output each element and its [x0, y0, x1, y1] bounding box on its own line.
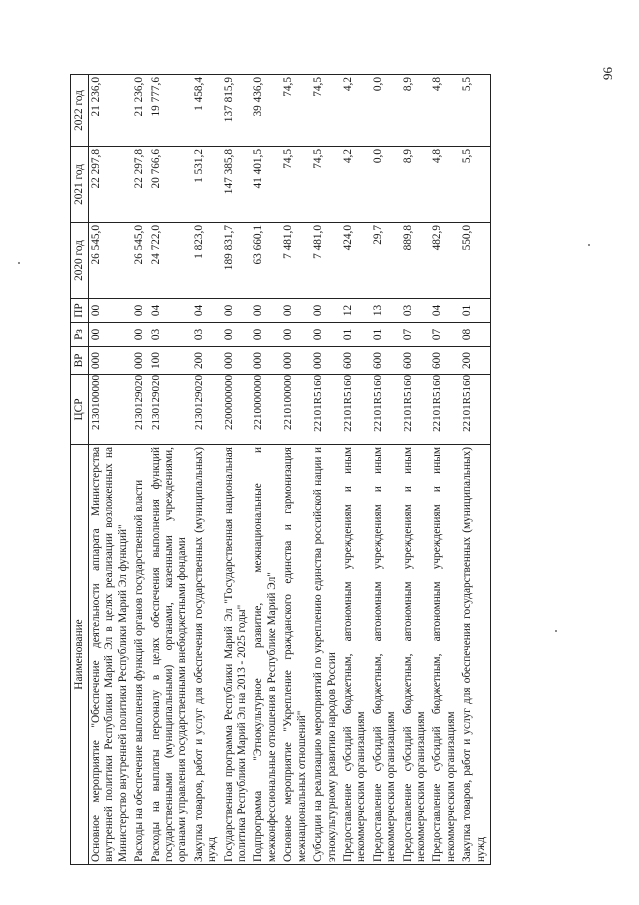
row-name: Подпрограмма "Этнокультурное развитие, межнациональные и межконфессиональные отношения в Республике Марий Эл": [251, 445, 281, 865]
row-pr: 03: [401, 299, 431, 323]
row-2022: 39 436,0: [251, 75, 281, 147]
budget-table-container: [70, 75, 530, 865]
row-vr: 600: [341, 347, 371, 375]
row-rz: 00: [222, 323, 252, 347]
row-name: Субсидии на реализацию мероприятий по укреплению единства российской нации и этнокультурному развитию народов России: [311, 445, 341, 865]
row-2020: 24 722,0: [149, 223, 192, 299]
row-rz: 08: [460, 323, 490, 347]
table-body: [89, 75, 491, 865]
row-pr: 00: [132, 299, 148, 323]
row-rz: 00: [281, 323, 311, 347]
table-row: [192, 75, 222, 865]
row-2022: 4,2: [341, 75, 371, 147]
budget-table: [70, 74, 491, 865]
table-row: [401, 75, 431, 865]
row-2020: 550,0: [460, 223, 490, 299]
row-2021: 74,5: [281, 147, 311, 223]
table-row: [430, 75, 460, 865]
row-2021: 22 297,8: [132, 147, 148, 223]
row-csr: 22101R5160: [460, 375, 490, 445]
table-row: [281, 75, 311, 865]
row-2020: 7 481,0: [311, 223, 341, 299]
row-pr: 00: [251, 299, 281, 323]
row-rz: 03: [192, 323, 222, 347]
row-2022: 137 815,9: [222, 75, 252, 147]
table-row: [341, 75, 371, 865]
header-2022: 2022 год: [71, 75, 89, 147]
table-row: [222, 75, 252, 865]
row-2021: 22 297,8: [89, 147, 133, 223]
row-pr: 00: [222, 299, 252, 323]
header-rz: Рз: [71, 323, 89, 347]
header-pr: ПР: [71, 299, 89, 323]
row-vr: 000: [311, 347, 341, 375]
row-2020: 29,7: [371, 223, 401, 299]
page-number: 96: [600, 67, 615, 80]
row-2021: 1 531,2: [192, 147, 222, 223]
row-name: Предоставление субсидий бюджетным, автономным учреждениям и иным некоммерческим организациям: [371, 445, 401, 865]
row-2020: 63 660,1: [251, 223, 281, 299]
row-rz: 03: [149, 323, 192, 347]
table-row: [149, 75, 192, 865]
row-name: Расходы на выплаты персоналу в целях обеспечения выполнения функций государственными (муниципальными) органами, казенными учреждениями, органами управления государственными внебюджетными фондами: [149, 445, 192, 865]
row-2020: 424,0: [341, 223, 371, 299]
row-vr: 600: [401, 347, 431, 375]
row-rz: 00: [132, 323, 148, 347]
row-pr: 00: [89, 299, 133, 323]
row-rz: 00: [311, 323, 341, 347]
row-2021: 0,0: [371, 147, 401, 223]
row-2022: 0,0: [371, 75, 401, 147]
row-pr: 04: [149, 299, 192, 323]
table-row: [251, 75, 281, 865]
row-csr: 2130100000: [89, 375, 133, 445]
row-2021: 20 766,6: [149, 147, 192, 223]
row-vr: 000: [89, 347, 133, 375]
row-rz: 01: [341, 323, 371, 347]
table-row: [371, 75, 401, 865]
row-rz: 07: [430, 323, 460, 347]
row-2021: 4,8: [430, 147, 460, 223]
row-2022: 1 458,4: [192, 75, 222, 147]
header-name: Наименование: [71, 445, 89, 865]
row-pr: 13: [371, 299, 401, 323]
row-name: Закупка товаров, работ и услуг для обеспечения государственных (муниципальных) нужд: [460, 445, 490, 865]
row-vr: 200: [460, 347, 490, 375]
row-2022: 4,8: [430, 75, 460, 147]
row-rz: 07: [401, 323, 431, 347]
row-csr: 22101R5160: [401, 375, 431, 445]
row-vr: 200: [192, 347, 222, 375]
row-2022: 74,5: [311, 75, 341, 147]
row-pr: 00: [281, 299, 311, 323]
row-2022: 21 236,0: [89, 75, 133, 147]
row-vr: 600: [430, 347, 460, 375]
row-pr: 01: [460, 299, 490, 323]
row-2022: 8,9: [401, 75, 431, 147]
row-vr: 000: [132, 347, 148, 375]
row-rz: 00: [251, 323, 281, 347]
scan-speck: [555, 630, 557, 632]
row-2020: 189 831,7: [222, 223, 252, 299]
row-pr: 04: [192, 299, 222, 323]
header-row: [71, 75, 89, 865]
row-csr: 2200000000: [222, 375, 252, 445]
row-csr: 2130129020: [132, 375, 148, 445]
row-2021: 74,5: [311, 147, 341, 223]
row-csr: 22101R5160: [371, 375, 401, 445]
row-name: Расходы на обеспечение выполнения функций органов государственной власти: [132, 445, 148, 865]
row-vr: 000: [222, 347, 252, 375]
row-2022: 19 777,6: [149, 75, 192, 147]
row-2021: 5,5: [460, 147, 490, 223]
row-2021: 4,2: [341, 147, 371, 223]
header-2021: 2021 год: [71, 147, 89, 223]
header-2020: 2020 год: [71, 223, 89, 299]
row-csr: 2210100000: [281, 375, 311, 445]
row-vr: 000: [281, 347, 311, 375]
row-vr: 000: [251, 347, 281, 375]
row-rz: 01: [371, 323, 401, 347]
row-2021: 8,9: [401, 147, 431, 223]
table-row: [132, 75, 148, 865]
row-vr: 100: [149, 347, 192, 375]
table-row: [311, 75, 341, 865]
row-name: Основное мероприятие "Обеспечение деятельности аппарата Министерства внутренней политики Республики Марий Эл в целях реализации возложенных на Министерство внутренней политики Республики Марий Эл функций": [89, 445, 133, 865]
row-rz: 00: [89, 323, 133, 347]
row-name: Предоставление субсидий бюджетным, автономным учреждениям и иным некоммерческим организациям: [341, 445, 371, 865]
row-2020: 889,8: [401, 223, 431, 299]
row-2020: 7 481,0: [281, 223, 311, 299]
row-csr: 22101R5160: [341, 375, 371, 445]
row-2022: 5,5: [460, 75, 490, 147]
row-csr: 22101R5160: [311, 375, 341, 445]
header-vr: ВР: [71, 347, 89, 375]
scan-speck: [18, 262, 20, 264]
row-2020: 482,9: [430, 223, 460, 299]
row-name: Государственная программа Республики Марий Эл "Государственная национальная политика Республики Марий Эл на 2013 - 2025 годы": [222, 445, 252, 865]
table-row: [89, 75, 133, 865]
row-pr: 04: [430, 299, 460, 323]
row-2020: 26 545,0: [89, 223, 133, 299]
header-csr: ЦСР: [71, 375, 89, 445]
row-pr: 00: [311, 299, 341, 323]
row-2021: 41 401,5: [251, 147, 281, 223]
row-csr: 2130129020: [192, 375, 222, 445]
table-header: [71, 75, 89, 865]
row-name: Предоставление субсидий бюджетным, автономным учреждениям и иным некоммерческим организациям: [430, 445, 460, 865]
row-2022: 21 236,0: [132, 75, 148, 147]
row-name: Предоставление субсидий бюджетным, автономным учреждениям и иным некоммерческим организациям: [401, 445, 431, 865]
row-2022: 74,5: [281, 75, 311, 147]
row-vr: 600: [371, 347, 401, 375]
row-csr: 2210000000: [251, 375, 281, 445]
table-row: [460, 75, 490, 865]
scan-speck: [588, 244, 590, 246]
row-csr: 2130129020: [149, 375, 192, 445]
row-2020: 26 545,0: [132, 223, 148, 299]
row-name: Основное мероприятие "Укрепление гражданского единства и гармонизация межнациональных отношений": [281, 445, 311, 865]
row-csr: 22101R5160: [430, 375, 460, 445]
row-2021: 147 385,8: [222, 147, 252, 223]
row-name: Закупка товаров, работ и услуг для обеспечения государственных (муниципальных) нужд: [192, 445, 222, 865]
row-2020: 1 823,0: [192, 223, 222, 299]
row-pr: 12: [341, 299, 371, 323]
